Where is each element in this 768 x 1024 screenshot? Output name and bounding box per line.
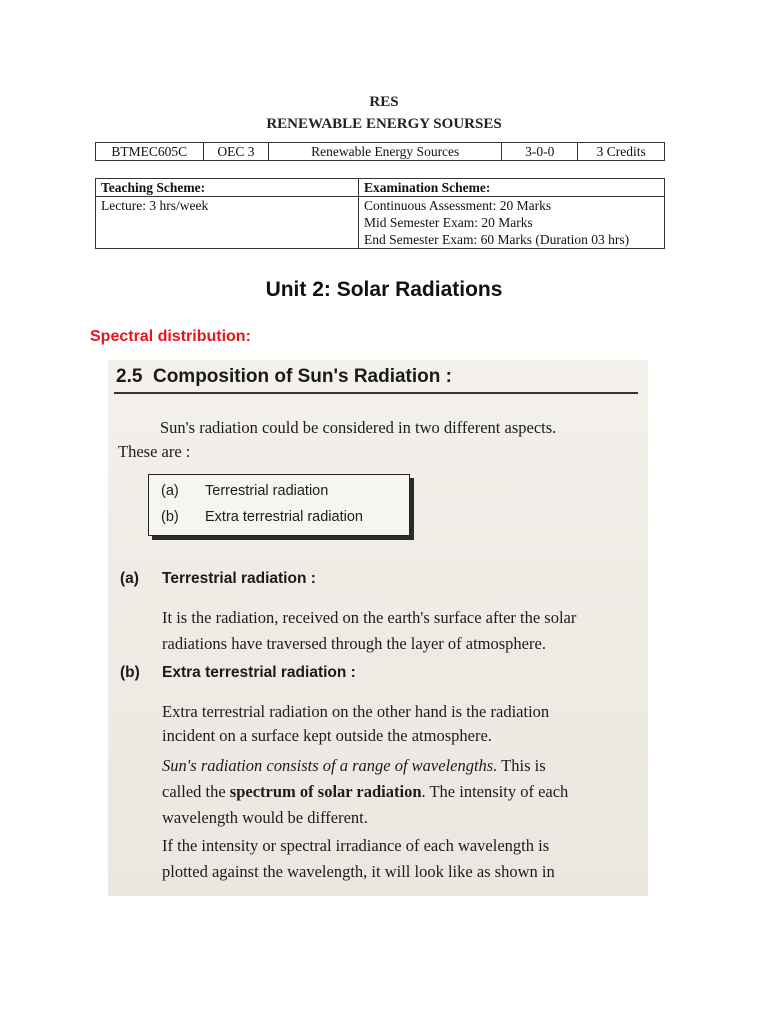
subsection-a-label: (a) — [120, 570, 139, 587]
course-ltp-cell: 3-0-0 — [502, 143, 578, 161]
table-row — [96, 143, 665, 161]
paragraph-line: wavelength would be different. — [162, 808, 368, 827]
spectral-distribution-heading: Spectral distribution: — [90, 328, 251, 345]
doc-abbr-title: RES — [369, 94, 399, 110]
teaching-line: Lecture: 3 hrs/week — [101, 198, 209, 213]
subsection-b-heading — [120, 664, 356, 682]
subsection-b-label: (b) — [120, 664, 140, 681]
section-divider — [114, 392, 638, 394]
textbook-photo — [108, 360, 648, 896]
aspect-text: Extra terrestrial radiation — [205, 509, 363, 525]
italic-statement: Sun's radiation consists of a range of wavelengths. — [162, 756, 498, 775]
paragraph-fragment: . The intensity of each — [421, 782, 569, 801]
paragraph-line — [162, 756, 546, 776]
section-title-text: Composition of Sun's Radiation : — [152, 366, 452, 387]
teaching-scheme-cell — [96, 197, 359, 249]
subsection-b-title: Extra terrestrial radiation : — [162, 664, 356, 681]
aspect-label: (a) — [161, 483, 179, 499]
paragraph-line: It is the radiation, received on the earth's surface after the solar — [162, 608, 577, 627]
doc-full-title: RENEWABLE ENERGY SOURSES — [266, 116, 502, 132]
bold-term: spectrum of solar radiation — [229, 782, 422, 801]
paragraph-fragment: called the — [162, 782, 230, 801]
paragraph-line: Extra terrestrial radiation on the other hand is the radiation — [162, 702, 550, 721]
paragraph-line: plotted against the wavelength, it will look like as shown in — [162, 862, 555, 881]
table-row — [96, 179, 665, 197]
paragraph-fragment: This is — [497, 756, 546, 775]
exam-line: Mid Semester Exam: 20 Marks — [364, 215, 533, 230]
teaching-scheme-header: Teaching Scheme: — [96, 179, 359, 197]
exam-scheme-header: Examination Scheme: — [359, 179, 665, 197]
course-name-cell: Renewable Energy Sources — [269, 143, 502, 161]
scheme-table — [95, 178, 665, 249]
intro-line: Sun's radiation could be considered in two different aspects. — [160, 418, 557, 437]
aspects-box — [148, 474, 410, 536]
exam-scheme-cell — [359, 197, 665, 249]
aspect-item — [161, 483, 328, 499]
exam-line: Continuous Assessment: 20 Marks — [364, 198, 552, 213]
section-title — [116, 366, 452, 388]
course-info-table — [95, 142, 665, 161]
paragraph-line: radiations have traversed through the layer of atmosphere. — [162, 634, 546, 653]
intro-line: These are : — [118, 442, 191, 461]
aspect-label: (b) — [161, 509, 179, 525]
course-category-cell: OEC 3 — [203, 143, 269, 161]
aspect-item — [161, 509, 363, 525]
aspect-text: Terrestrial radiation — [205, 483, 329, 499]
paragraph-line: If the intensity or spectral irradiance of each wavelength is — [162, 836, 550, 855]
paragraph-line: incident on a surface kept outside the atmosphere. — [162, 726, 492, 745]
unit-heading: Unit 2: Solar Radiations — [265, 278, 503, 301]
subsection-a-heading — [120, 570, 316, 588]
exam-line: End Semester Exam: 60 Marks (Duration 03 hrs) — [364, 232, 630, 247]
section-number: 2.5 — [116, 366, 143, 387]
subsection-a-title: Terrestrial radiation : — [162, 570, 316, 587]
table-row — [96, 197, 665, 249]
course-code-cell: BTMEC605C — [96, 143, 204, 161]
paragraph-line — [162, 782, 568, 802]
course-credits-cell: 3 Credits — [578, 143, 665, 161]
